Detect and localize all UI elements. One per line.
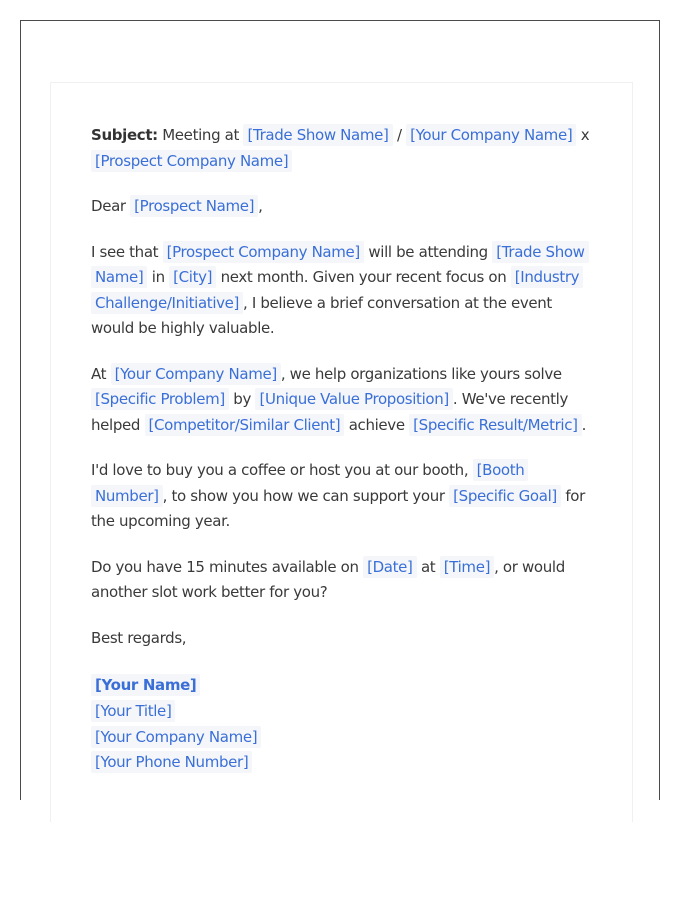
placeholder-specific-goal: [Specific Goal]: [449, 485, 561, 507]
placeholder-your-phone-number: [Your Phone Number]: [91, 751, 252, 773]
signature-block: [91, 673, 591, 776]
placeholder-competitor-client: [Competitor/Similar Client]: [145, 414, 345, 436]
placeholder-your-title: [Your Title]: [91, 700, 175, 722]
subject-line: Subject: Meeting at [Trade Show Name] / [Your Company Name] x [Prospect Company Name]: [91, 126, 590, 170]
placeholder-prospect-name: [Prospect Name]: [130, 195, 258, 217]
placeholder-your-name: [Your Name]: [91, 674, 200, 696]
document-frame: [20, 20, 660, 800]
placeholder-industry-challenge: [Industry Challenge/Initiative]: [91, 266, 583, 314]
placeholder-specific-problem: [Specific Problem]: [91, 388, 229, 410]
placeholder-city: [City]: [169, 266, 216, 288]
greeting: Dear [Prospect Name] ,: [91, 197, 263, 215]
placeholder-your-company-name: [Your Company Name]: [111, 363, 281, 385]
signoff: Best regards,: [91, 628, 187, 647]
placeholder-prospect-company-name: [Prospect Company Name]: [91, 150, 292, 172]
paragraph-ask: Do you have 15 minutes available on [Date] at [Time] , or would another slot work better for you?: [91, 557, 565, 601]
placeholder-trade-show-name: [Trade Show Name]: [91, 241, 589, 289]
placeholder-unique-value-proposition: [Unique Value Proposition]: [255, 388, 452, 410]
email-body: [91, 123, 591, 776]
paragraph-intro: I see that [Prospect Company Name] will be attending [Trade Show Name] in [City] next month. Given your recent focus on [Industry Challenge/Initiative] , I believe a brief conversation at the event would be highly valuable.: [91, 240, 591, 342]
email-card: [50, 82, 633, 822]
placeholder-specific-result: [Specific Result/Metric]: [409, 414, 582, 436]
placeholder-your-company-name: [Your Company Name]: [91, 726, 261, 748]
paragraph-offer: I'd love to buy you a coffee or host you at our booth, [Booth Number] , to show you how we can support your [Specific Goal] for the upcoming year.: [91, 461, 585, 530]
placeholder-booth-number: [Booth Number]: [91, 459, 528, 507]
placeholder-time: [Time]: [440, 556, 494, 578]
placeholder-date: [Date]: [363, 556, 416, 578]
placeholder-prospect-company-name: [Prospect Company Name]: [163, 241, 364, 263]
placeholder-your-company-name: [Your Company Name]: [406, 124, 576, 146]
placeholder-trade-show-name: [Trade Show Name]: [243, 124, 392, 146]
paragraph-value: At [Your Company Name] , we help organizations like yours solve [Specific Problem] by [Unique Value Proposition] . We've recently helped [Competitor/Similar Client] achieve [Specific Result/Metric] .: [91, 364, 587, 434]
subject-label: Subject:: [91, 126, 158, 144]
